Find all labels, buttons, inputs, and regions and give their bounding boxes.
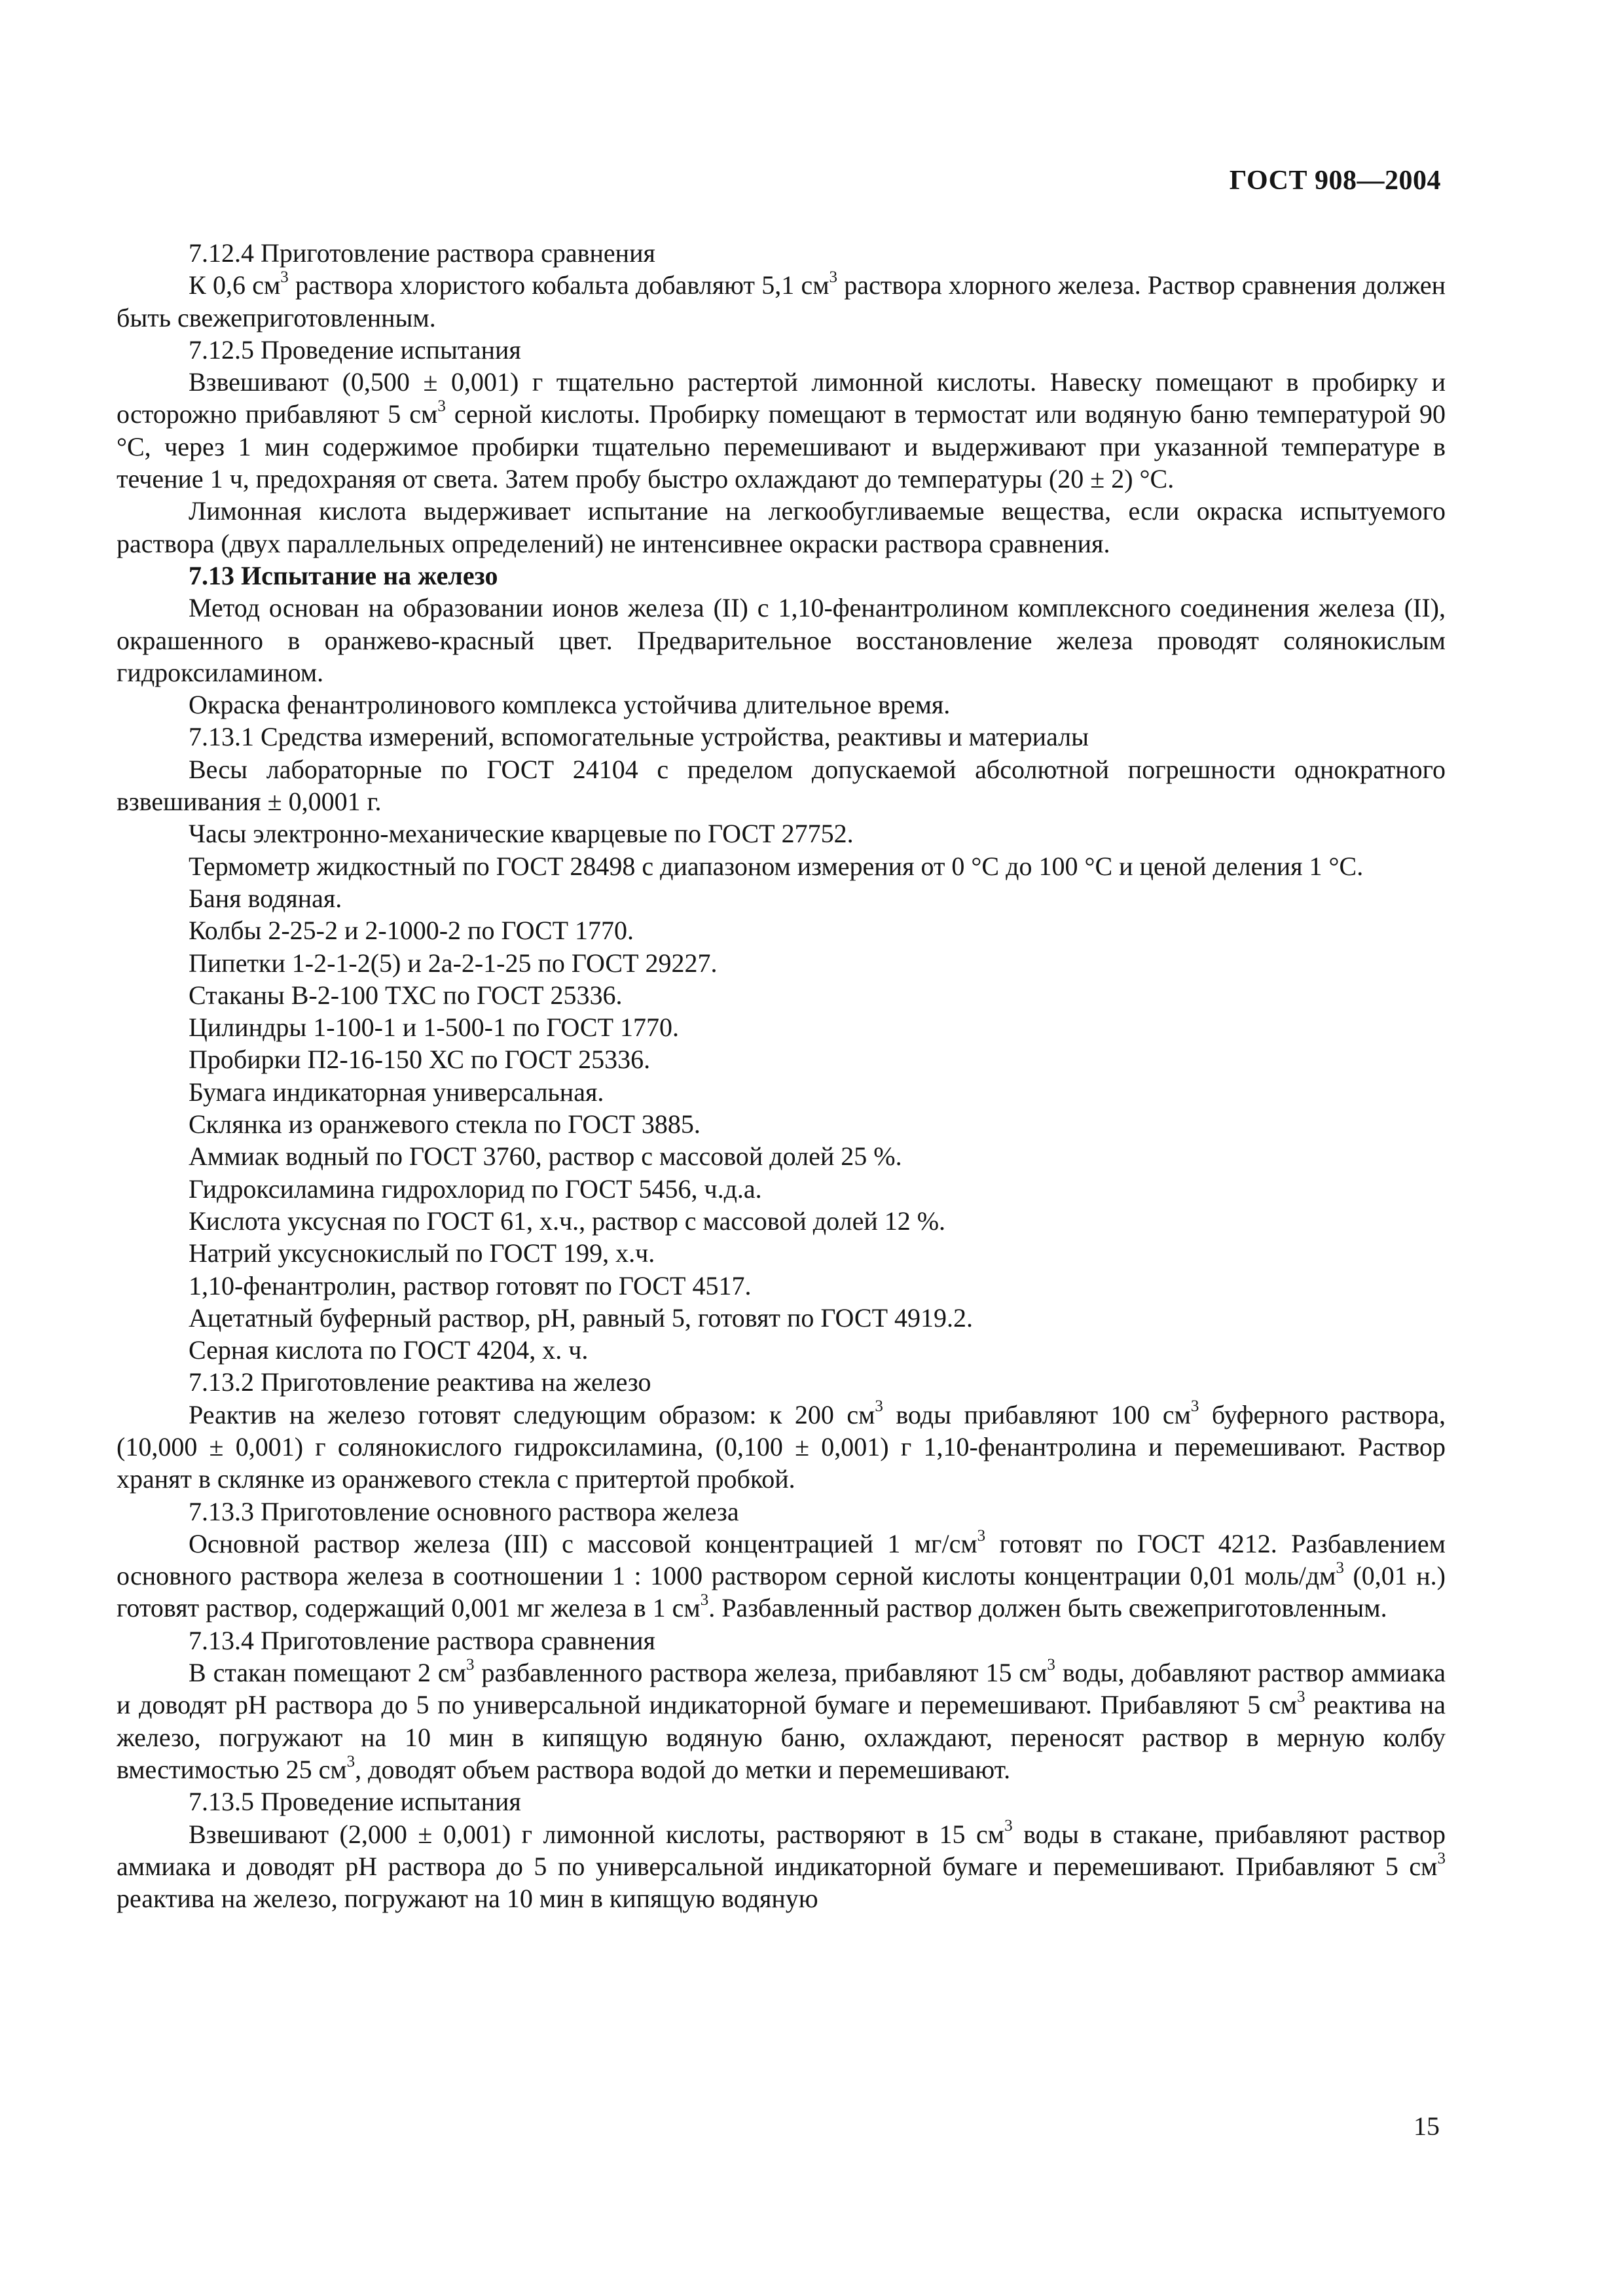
text-run: Взвешивают (2,000 ± 0,001) г лимонной кислоты, растворяют в 15 см (189, 1819, 1005, 1849)
paragraph (117, 1043, 1446, 1075)
paragraph (117, 979, 1446, 1011)
paragraph (117, 1076, 1446, 1108)
text-run: Колбы 2-25-2 и 2-1000-2 по ГОСТ 1770. (189, 916, 634, 946)
paragraph (117, 237, 1446, 269)
paragraph (117, 850, 1446, 882)
text-run: Ацетатный буферный раствор, рН, равный 5, готовят по ГОСТ 4919.2. (189, 1302, 974, 1333)
paragraph (117, 334, 1446, 366)
superscript: 3 (829, 268, 838, 286)
paragraph (117, 366, 1446, 495)
paragraph (117, 1399, 1446, 1496)
text-run: Кислота уксусная по ГОСТ 61, х.ч., раствор с массовой долей 12 %. (189, 1206, 946, 1236)
text-run: Пробирки П2-16-150 ХС по ГОСТ 25336. (189, 1045, 651, 1075)
text-run: Баня водяная. (189, 883, 342, 913)
paragraph (117, 1818, 1446, 1915)
document-body (117, 237, 1446, 1914)
paragraph (117, 1270, 1446, 1302)
text-run: . Разбавленный раствор должен быть свежеприготовленным. (708, 1593, 1387, 1623)
text-run: готовят по ГОСТ 4212. Разбавлением основного раствора железа в соотношении 1 : 1000 раствором серной кислоты концентрации 0,01 моль/дм (117, 1528, 1446, 1591)
superscript: 3 (1047, 1655, 1055, 1674)
paragraph (117, 1011, 1446, 1043)
superscript: 3 (465, 1655, 475, 1674)
text-run: 7.13.2 Приготовление реактива на железо (189, 1367, 651, 1397)
superscript: 3 (1437, 1849, 1446, 1867)
section-heading (117, 560, 1446, 592)
paragraph (117, 1657, 1446, 1785)
superscript: 3 (1297, 1688, 1305, 1706)
paragraph (117, 1140, 1446, 1172)
paragraph (117, 1785, 1446, 1818)
text-run: 7.13.1 Средства измерений, вспомогательные устройства, реактивы и материалы (189, 722, 1089, 752)
superscript: 3 (977, 1526, 986, 1545)
superscript: 3 (437, 397, 446, 416)
text-run: В стакан помещают 2 см (189, 1658, 466, 1688)
paragraph (117, 882, 1446, 914)
page-number: 15 (1413, 2111, 1440, 2141)
text-run: Весы лабораторные по ГОСТ 24104 с пределом допускаемой абсолютной погрешности однократного взвешивания ± 0,0001 г. (117, 754, 1446, 817)
text-run: 1,10-фенантролин, раствор готовят по ГОСТ 4517. (189, 1270, 752, 1300)
text-run: реактива на железо, погружают на 10 мин в кипящую водяную (117, 1884, 818, 1914)
paragraph (117, 1624, 1446, 1657)
superscript: 3 (1190, 1397, 1199, 1416)
paragraph (117, 1108, 1446, 1140)
superscript: 3 (700, 1591, 709, 1609)
text-run: Бумага индикаторная универсальная. (189, 1077, 604, 1107)
paragraph (117, 592, 1446, 689)
paragraph (117, 1302, 1446, 1334)
text-run: Пипетки 1-2-1-2(5) и 2а-2-1-25 по ГОСТ 29227. (189, 948, 718, 978)
text-run: Серная кислота по ГОСТ 4204, х. ч. (189, 1335, 589, 1365)
paragraph (117, 947, 1446, 979)
paragraph (117, 495, 1446, 560)
superscript: 3 (346, 1752, 356, 1770)
paragraph (117, 1334, 1446, 1366)
superscript: 3 (280, 268, 289, 286)
superscript: 3 (875, 1397, 883, 1416)
text-run: Реактив на железо готовят следующим образом: к 200 см (189, 1399, 875, 1429)
text-run: раствора хлорного железа. Раствор сравнения должен быть свежеприготовленным. (117, 270, 1446, 332)
text-run: (0,01 н.) готовят раствор, содержащий 0,001 мг железа в 1 см (117, 1561, 1446, 1623)
paragraph (117, 1366, 1446, 1398)
text-run: воды, добавляют раствор аммиака и доводят рН раствора до 5 по универсальной индикаторной бумаге и перемешивают. Прибавляют 5 см (117, 1658, 1446, 1720)
text-run: Стаканы В-2-100 ТХС по ГОСТ 25336. (189, 980, 623, 1010)
paragraph (117, 1496, 1446, 1528)
text-run: Основной раствор железа (III) с массовой концентрацией 1 мг/см (189, 1528, 977, 1558)
text-run: Метод основан на образовании ионов железа (II) с 1,10-фенантролином комплексного соединения железа (II), окрашенного в оранжево-красный цвет. Предварительное восстановление железа проводят солянокислым гидроксиламином. (117, 593, 1446, 687)
text-run: Цилиндры 1-100-1 и 1-500-1 по ГОСТ 1770. (189, 1013, 680, 1043)
text-run: Взвешивают (0,500 ± 0,001) г тщательно растертой лимонной кислоты. Навеску помещают в пробирку и осторожно прибавляют 5 см (117, 367, 1446, 429)
text-run: 7.12.4 Приготовление раствора сравнения (189, 238, 655, 268)
text-run: Часы электронно-механические кварцевые по ГОСТ 27752. (189, 819, 854, 849)
paragraph (117, 721, 1446, 753)
text-run: 7.13.5 Проведение испытания (189, 1787, 521, 1817)
text-run: Аммиак водный по ГОСТ 3760, раствор с массовой долей 25 %. (189, 1141, 902, 1172)
text-run: 7.13 Испытание на железо (189, 560, 498, 590)
paragraph (117, 1205, 1446, 1237)
paragraph (117, 689, 1446, 721)
paragraph (117, 1173, 1446, 1205)
text-run: Гидроксиламина гидрохлорид по ГОСТ 5456, ч.д.а. (189, 1174, 762, 1204)
text-run: воды прибавляют 100 см (883, 1399, 1191, 1429)
text-run: реактива на железо, погружают на 10 мин в кипящую водяную баню, охлаждают, переносят раствор в мерную колбу вместимостью 25 см (117, 1690, 1446, 1784)
text-run: , доводят объем раствора водой до метки и перемешивают. (355, 1754, 1011, 1784)
text-run: К 0,6 см (189, 270, 281, 300)
paragraph (117, 914, 1446, 946)
text-run: Склянка из оранжевого стекла по ГОСТ 3885. (189, 1109, 701, 1139)
document-header: ГОСТ 908—2004 (1229, 166, 1441, 196)
text-run: разбавленного раствора железа, прибавляют 15 см (474, 1658, 1048, 1688)
text-run: 7.13.4 Приготовление раствора сравнения (189, 1625, 655, 1655)
paragraph (117, 753, 1446, 818)
text-run: раствора хлористого кобальта добавляют 5,1 см (288, 270, 830, 300)
superscript: 3 (1336, 1558, 1344, 1577)
text-run: серной кислоты. Пробирку помещают в термостат или водяную баню температурой 90 °С, через 1 мин содержимое пробирки тщательно перемешивают и выдерживают при указанной температуре в течение 1 ч, предохраняя от света. Затем пробу быстро охлаждают до температуры (20 ± 2) °С. (117, 399, 1446, 494)
text-run: воды в стакане, прибавляют раствор аммиака и доводят рН раствора до 5 по универсальной индикаторной бумаге и перемешивают. Прибавляют 5 см (117, 1819, 1446, 1881)
text-run: буферного раствора, (10,000 ± 0,001) г солянокислого гидроксиламина, (0,100 ± 0,001) г 1,10-фенантролина и перемешивают. Раствор хранят в склянке из оранжевого стекла с притертой пробкой. (117, 1399, 1446, 1494)
paragraph (117, 269, 1446, 334)
paragraph (117, 1528, 1446, 1624)
paragraph (117, 817, 1446, 850)
paragraph (117, 1237, 1446, 1269)
text-run: Натрий уксуснокислый по ГОСТ 199, х.ч. (189, 1238, 655, 1268)
text-run: 7.13.3 Приготовление основного раствора железа (189, 1496, 739, 1526)
superscript: 3 (1004, 1817, 1013, 1835)
text-run: 7.12.5 Проведение испытания (189, 334, 521, 365)
text-run: Лимонная кислота выдерживает испытание на легкообугливаемые вещества, если окраска испытуемого раствора (двух параллельных определений) не интенсивнее окраски раствора сравнения. (117, 496, 1446, 558)
text-run: Окраска фенантролинового комплекса устойчива длительное время. (189, 690, 951, 720)
text-run: Термометр жидкостный по ГОСТ 28498 с диапазоном измерения от 0 °С до 100 °С и ценой деления 1 °С. (189, 851, 1364, 881)
